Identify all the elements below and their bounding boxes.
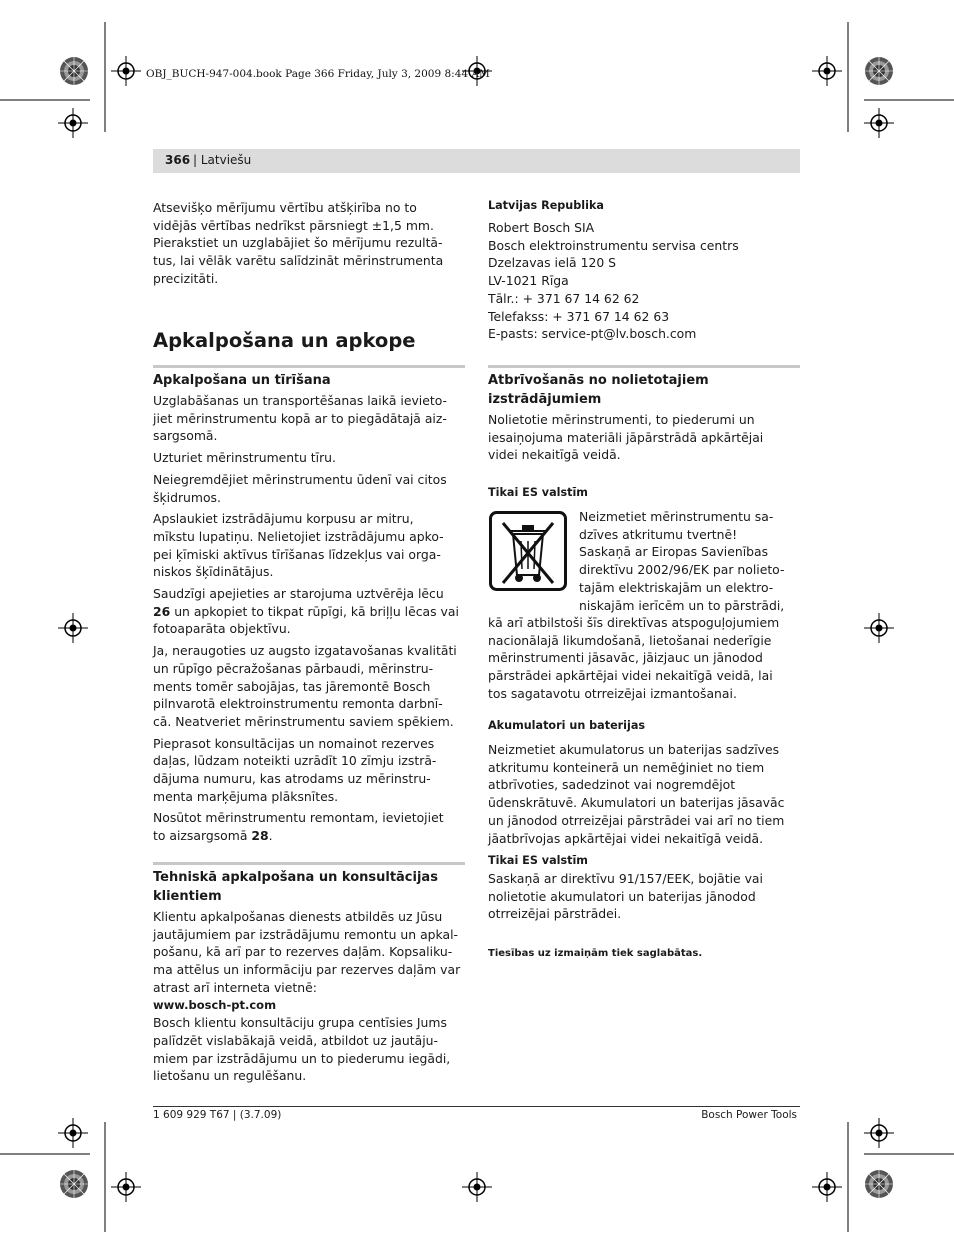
reference-number: 28: [251, 828, 269, 844]
eu-only-heading: Tikai ES valstīm: [488, 854, 588, 867]
country-title: Latvijas Republika: [488, 199, 604, 212]
eu-paragraph: Saskaņā ar direktīvu 91/157/EEK, bojātie vai nolietotie akumulatori un baterijas jānodod otrreizējai pārstrādei.: [488, 871, 763, 922]
weee-text-beside: Neizmetiet mērinstrumentu sa- dzīves atkritumu tvertnē! Saskaņā ar Eiropas Savienības direktīvu 2002/96/EK par nolieto- tajām elektriskajām un elektro- niskajām ierīcēm un to pārstrādi,: [579, 509, 785, 613]
left-column: [153, 199, 465, 288]
page-number: 366: [165, 153, 191, 167]
registration-mark: [111, 56, 141, 90]
paragraph: Uzturiet mērinstrumentu tīru.: [153, 450, 336, 466]
paragraph: Ja, neraugoties uz augsto izgatavošanas kvalitāti un rūpīgo pēcražošanas pārbaudi, mērinstru- ments tomēr sabojājas, tas jāremontē Bosch pilnvarotā elektroinstrumentu remonta darbnī- cā. Neatveriet mērinstrumentu saviem spēkiem.: [153, 643, 457, 729]
paragraph: Neiegremdējiet mērinstrumentu ūdenī vai citos šķidrumos.: [153, 471, 447, 505]
footer-brand: Bosch Power Tools: [701, 1109, 797, 1121]
header-language: | Latviešu: [193, 153, 252, 167]
registration-mark: [864, 108, 894, 142]
right-column-address: Latvijas Republika Robert Bosch SIA Bosch elektroinstrumentu servisa centrs Dzelzavas ielā 120 S LV-1021 Rīga Tālr.: + 371 67 14 62 62 Telefakss: + 371 67 14 62 63 E-pasts: service-pt@lv.bosch.com: [488, 198, 800, 343]
rights-reserved-note: Tiesības uz izmaiņām tiek saglabātas.: [488, 948, 703, 959]
section-rule: [153, 365, 465, 368]
intro-paragraph: Atsevišķo mērījumu vērtību atšķirība no to vidējās vērtības nedrīkst pārsniegt ±1,5 mm. Pierakstiet un uzglabājiet šo mērījumu rezultā- tus, lai vēlāk varētu salīdzināt mērinstrumenta precizitāti.: [153, 200, 444, 286]
paragraph: Nolietotie mērinstrumenti, to piederumi un iesaiņojuma materiāli jāpārstrādā apkārtējai videi nekaitīgā veidā.: [488, 412, 764, 463]
file-info-line: OBJ_BUCH-947-004.book Page 366 Friday, July 3, 2009 8:44 AM: [146, 68, 490, 80]
left-column-service: [153, 868, 465, 1085]
color-target-mark: [864, 56, 894, 90]
registration-mark: [812, 56, 842, 90]
registration-mark: [812, 1172, 842, 1206]
registration-mark: [58, 1118, 88, 1152]
registration-mark: [864, 1118, 894, 1152]
registration-mark: [111, 1172, 141, 1206]
left-column-body: [153, 371, 465, 849]
subsection-title-care: Apkalpošana un tīrīšana: [153, 373, 331, 388]
weee-text-below: kā arī atbilstoši šīs direktīvas atspoguļojumiem nacionālajā likumdošanā, lietošanai nederīgie mērinstrumenti jāsavāc, jāizjauc un jānodod pārstrādei apkārtējai videi nekaitīgā veidā, lai tos sagatavotu otrreizējai izmantošanai.: [488, 615, 780, 701]
registration-mark: [462, 1172, 492, 1206]
website-link[interactable]: www.bosch-pt.com: [153, 997, 277, 1012]
section-rule: [153, 862, 465, 865]
batteries-heading: Akumulatori un baterijas: [488, 719, 646, 732]
registration-mark: [864, 613, 894, 647]
subsection-title-disposal: Atbrīvošanās no nolietotajiem izstrādājumiem: [488, 373, 709, 407]
batteries-paragraph: Neizmetiet akumulatorus un baterijas sadzīves atkritumu konteinerā un nemēģiniet no tiem atbrīvoties, sadedzinot vai nogremdējot ūdenskrātuvē. Akumulatori un baterijas jāsavāc un jānodod otrreizējai pārstrādei vai arī no tiem jāatbrīvojas apkārtējai videi nekaitīgā veidā.: [488, 742, 785, 846]
crossed-out-wheelie-bin-icon: [489, 511, 567, 591]
color-target-mark: [59, 56, 89, 90]
right-column-disposal: [488, 371, 800, 464]
reference-number: 26: [153, 603, 171, 619]
registration-mark: [58, 613, 88, 647]
eu-only-heading: Tikai ES valstīm: [488, 486, 588, 499]
registration-mark: [58, 108, 88, 142]
color-target-mark: [864, 1169, 894, 1203]
paragraph: Apslaukiet izstrādājumu korpusu ar mitru, mīkstu lupatiņu. Nelietojiet izstrādājumu apko- pei ķīmiski aktīvus tīrīšanas līdzekļus vai orga- niskos šķīdinātājus.: [153, 511, 444, 580]
paragraph: Saudzīgi apejieties ar starojuma uztvērēja lēcu 26 un apkopiet to tikpat rūpīgi, kā briļļu lēcas vai fotoaparāta objektīvu.: [153, 586, 459, 637]
email-address: E-pasts: service-pt@lv.bosch.com: [488, 326, 697, 342]
color-target-mark: [59, 1169, 89, 1203]
paragraph: Bosch klientu konsultāciju grupa centīsies Jums palīdzēt vislabākajā veidā, atbildot uz jautāju- miem par izstrādājumu un to piederumu iegādi, lietošanu un regulēšanu.: [153, 1015, 451, 1084]
paragraph: Pieprasot konsultācijas un nomainot rezerves daļas, lūdzam noteikti uzrādīt 10 zīmju izstrā- dājuma numuru, kas atrodams uz mērinstru- menta marķējuma plāksnītes.: [153, 735, 437, 804]
page-header-bar: [153, 149, 800, 173]
footer-rule: [153, 1106, 800, 1107]
paragraph: Klientu apkalpošanas dienests atbildēs uz Jūsu jautājumiem par izstrādājumu remontu un apkal- pošanu, kā arī par to rezerves daļām. Kopsaliku- ma attēlus un informāciju par rezerves daļām var atrast arī interneta vietnē:: [153, 909, 461, 995]
subsection-title-service: Tehniskā apkalpošana un konsultācijas klientiem: [153, 870, 438, 904]
paragraph: Uzglabāšanas un transportēšanas laikā ievieto- jiet mērinstrumentu kopā ar to piegādātajā aiz- sargsomā.: [153, 393, 448, 444]
section-title: Apkalpošana un apkope: [153, 329, 416, 352]
section-rule: [488, 365, 800, 368]
footer-doc-number: 1 609 929 T67 | (3.7.09): [153, 1109, 282, 1121]
paragraph: Nosūtot mērinstrumentu remontam, ievietojiet to aizsargsomā 28.: [153, 810, 444, 844]
